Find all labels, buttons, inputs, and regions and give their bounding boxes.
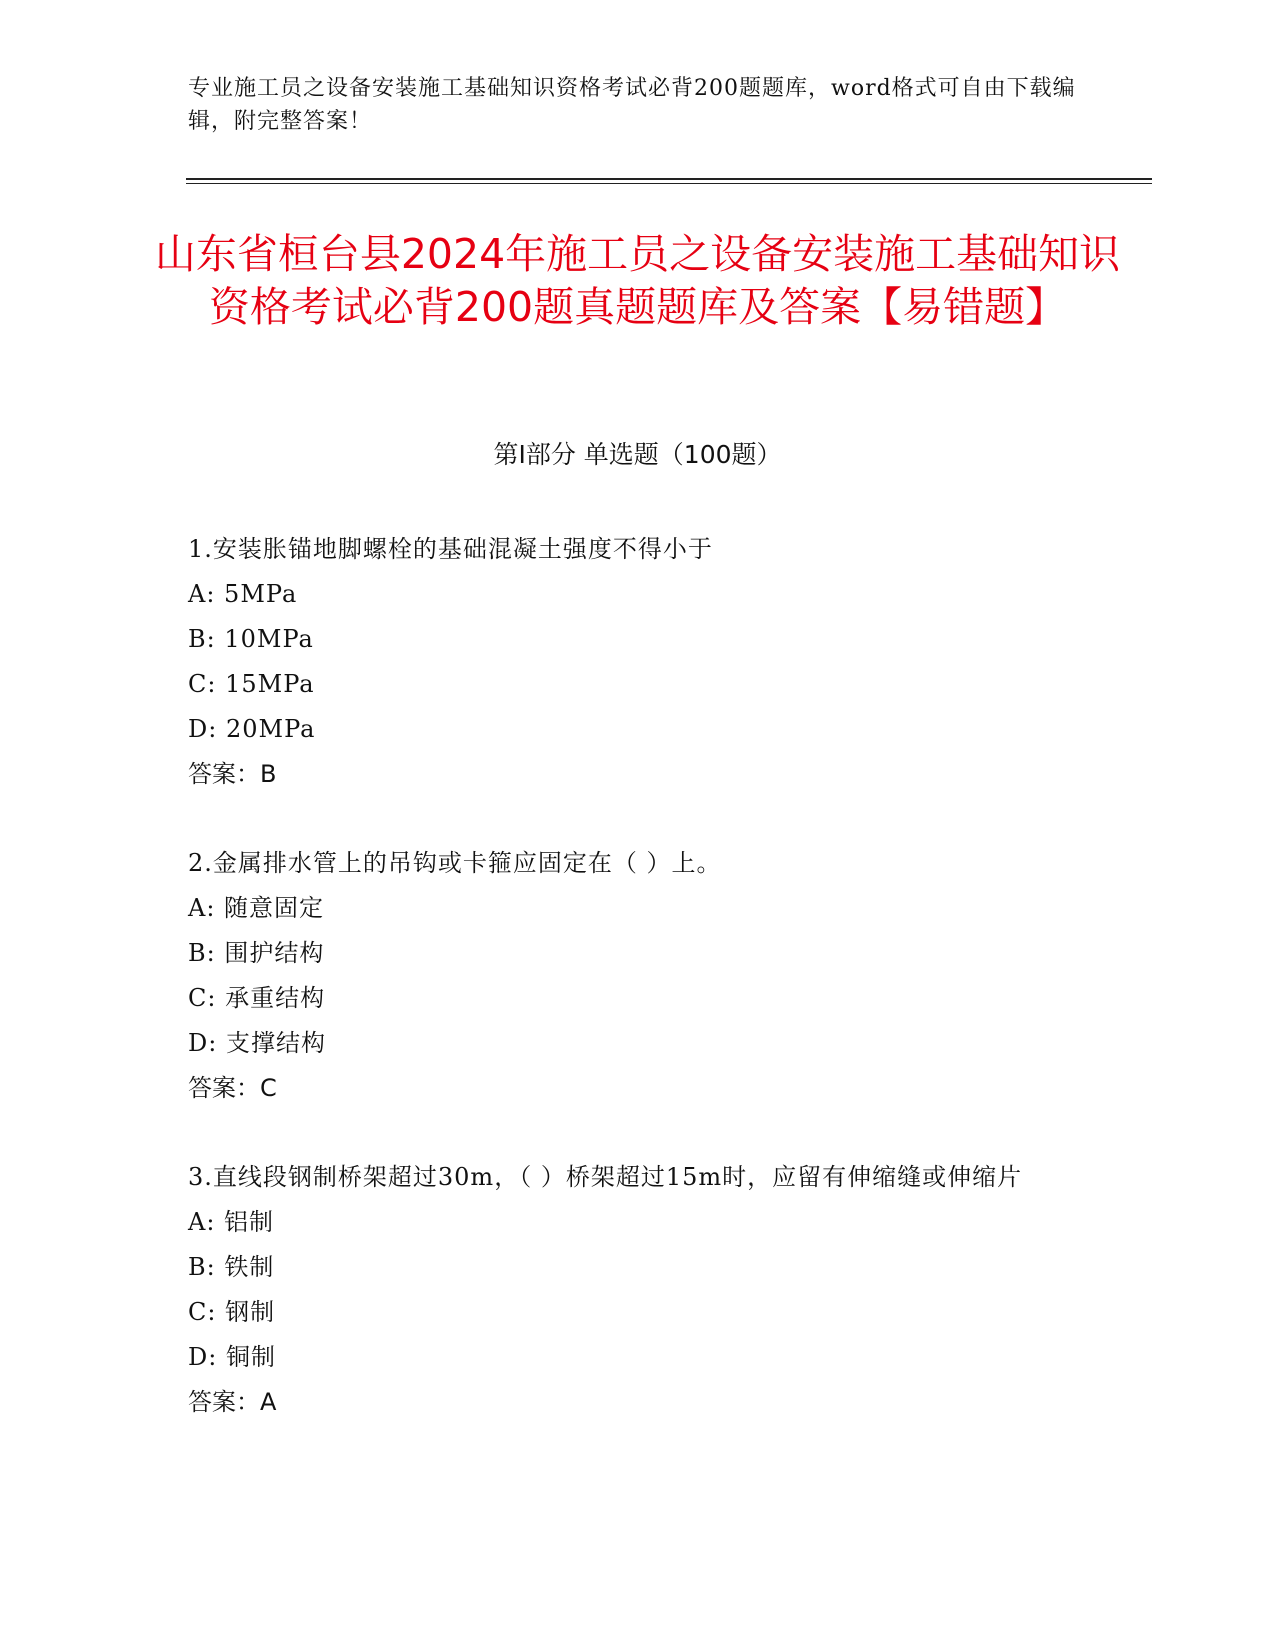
question-3 [188, 1155, 1088, 1425]
header-note: 专业施工员之设备安装施工基础知识资格考试必背200题题库，word格式可自由下载编辑，附完整答案！ [188, 76, 1076, 134]
option-a: A: 随意固定 [188, 894, 325, 922]
section-title: 第I部分 单选题（100题） [493, 440, 782, 469]
answer-line: 答案：A [188, 1388, 277, 1416]
question-1 [188, 527, 1088, 797]
question-2 [188, 841, 1088, 1111]
question-stem: 2.金属排水管上的吊钩或卡箍应固定在（ ）上。 [188, 849, 722, 877]
header-rule-thick [186, 178, 1152, 180]
option-c: C: 钢制 [188, 1298, 276, 1326]
option-b: B: 10MPa [188, 625, 314, 653]
header-rule-thin [186, 183, 1152, 184]
option-a: A: 5MPa [188, 580, 298, 608]
option-b: B: 围护结构 [188, 939, 325, 967]
option-b: B: 铁制 [188, 1253, 275, 1281]
option-c: C: 承重结构 [188, 984, 326, 1012]
option-c: C: 15MPa [188, 670, 315, 698]
document-title: 山东省桓台县2024年施工员之设备安装施工基础知识资格考试必背200题真题题库及答案【易错题】 [154, 230, 1121, 331]
option-a: A: 铝制 [188, 1208, 275, 1236]
question-list [188, 527, 1088, 1469]
question-stem: 1.安装胀锚地脚螺栓的基础混凝土强度不得小于 [188, 535, 713, 563]
answer-line: 答案：C [188, 1074, 277, 1102]
option-d: D: 20MPa [188, 715, 316, 743]
question-stem: 3.直线段钢制桥架超过30m，（ ）桥架超过15m时，应留有伸缩缝或伸缩片 [188, 1163, 1023, 1191]
option-d: D: 支撑结构 [188, 1029, 326, 1057]
answer-line: 答案：B [188, 760, 277, 788]
option-d: D: 铜制 [188, 1343, 276, 1371]
